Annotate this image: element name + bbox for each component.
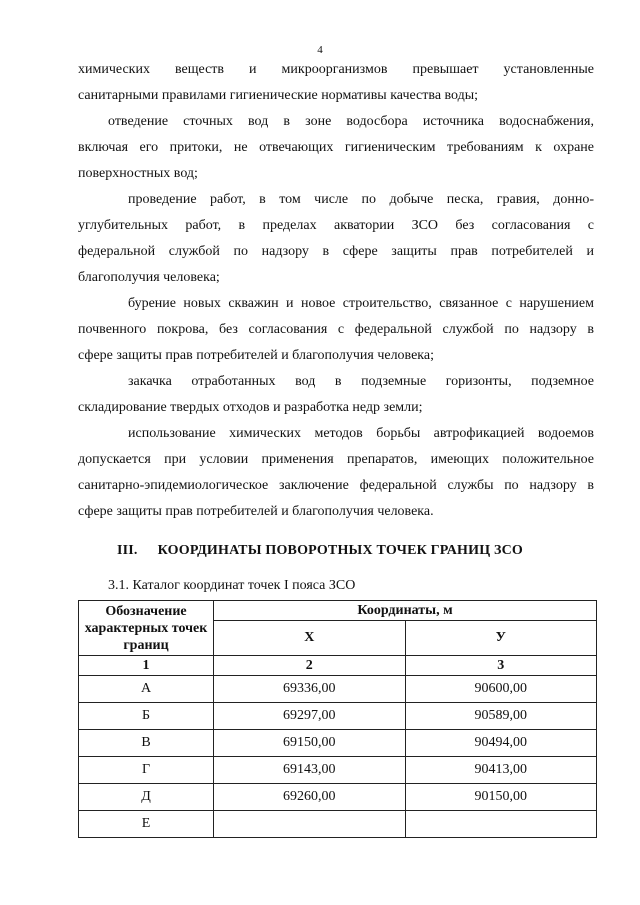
- text-line: санитарными правилами гигиенические нормативы качества воды;: [78, 88, 479, 103]
- point-cell: Е: [79, 811, 214, 838]
- text-line: поверхностных вод;: [78, 166, 198, 181]
- y-cell: 90150,00: [405, 784, 597, 811]
- header-y: У: [405, 621, 597, 656]
- page-number: 4: [317, 44, 323, 56]
- point-cell: В: [79, 730, 214, 757]
- text-line: использование химических методов борьбы автрофикацией водоемов: [128, 426, 594, 441]
- text-line: сфере защиты прав потребителей и благополучия человека.: [78, 504, 434, 519]
- x-cell: 69260,00: [214, 784, 406, 811]
- text-line: отведение сточных вод в зоне водосбора источника водоснабжения,: [108, 114, 594, 129]
- x-cell: 69336,00: [214, 676, 406, 703]
- header-x: Х: [214, 621, 406, 656]
- text-line: допускается при условии применения препаратов, имеющих положительное: [78, 452, 594, 467]
- point-cell: А: [79, 676, 214, 703]
- x-cell: 69143,00: [214, 757, 406, 784]
- text-line: почвенного покрова, без согласования с федеральной службой по надзору в: [78, 322, 594, 337]
- y-cell: 90413,00: [405, 757, 597, 784]
- text-line: федеральной службой по надзору в сфере защиты прав потребителей и: [78, 244, 594, 259]
- section-number: III.: [116, 543, 138, 558]
- point-cell: Г: [79, 757, 214, 784]
- header-coordinates: Координаты, м: [214, 601, 597, 621]
- text-line: благополучия человека;: [78, 270, 220, 285]
- table-row: [79, 730, 597, 757]
- table-row: [79, 811, 597, 838]
- point-cell: Б: [79, 703, 214, 730]
- table-row: [79, 784, 597, 811]
- column-number-row: [79, 656, 597, 676]
- x-cell: 69150,00: [214, 730, 406, 757]
- y-cell: [405, 811, 597, 838]
- text-line: проведение работ, в том числе по добыче песка, гравия, донно-: [128, 192, 594, 207]
- table-caption: 3.1. Каталог координат точек I пояса ЗСО: [108, 578, 356, 593]
- table-row: [79, 757, 597, 784]
- section-heading: [0, 543, 640, 559]
- point-cell: Д: [79, 784, 214, 811]
- section-title: КООРДИНАТЫ ПОВОРОТНЫХ ТОЧЕК ГРАНИЦ ЗСО: [157, 543, 523, 558]
- table-row: [79, 676, 597, 703]
- text-line: санитарно-эпидемиологическое заключение федеральной службы по надзору в: [78, 478, 594, 493]
- y-cell: 90494,00: [405, 730, 597, 757]
- coordinates-table: [78, 600, 597, 838]
- column-number: 2: [214, 656, 406, 676]
- column-number: 1: [79, 656, 214, 676]
- y-cell: 90589,00: [405, 703, 597, 730]
- text-line: химических веществ и микроорганизмов превышает установленные: [78, 62, 594, 77]
- x-cell: 69297,00: [214, 703, 406, 730]
- x-cell: [214, 811, 406, 838]
- header-point: Обозначение характерных точек границ: [79, 601, 214, 656]
- column-number: 3: [405, 656, 597, 676]
- text-line: сфере защиты прав потребителей и благополучия человека;: [78, 348, 434, 363]
- y-cell: 90600,00: [405, 676, 597, 703]
- text-line: бурение новых скважин и новое строительство, связанное с нарушением: [128, 296, 594, 311]
- table-row: [79, 703, 597, 730]
- text-line: включая его притоки, не отвечающих гигиеническим требованиям к охране: [78, 140, 594, 155]
- text-line: складирование твердых отходов и разработка недр земли;: [78, 400, 423, 415]
- text-line: закачка отработанных вод в подземные горизонты, подземное: [128, 374, 594, 389]
- text-line: углубительных работ, в пределах акватории ЗСО без согласования с: [78, 218, 594, 233]
